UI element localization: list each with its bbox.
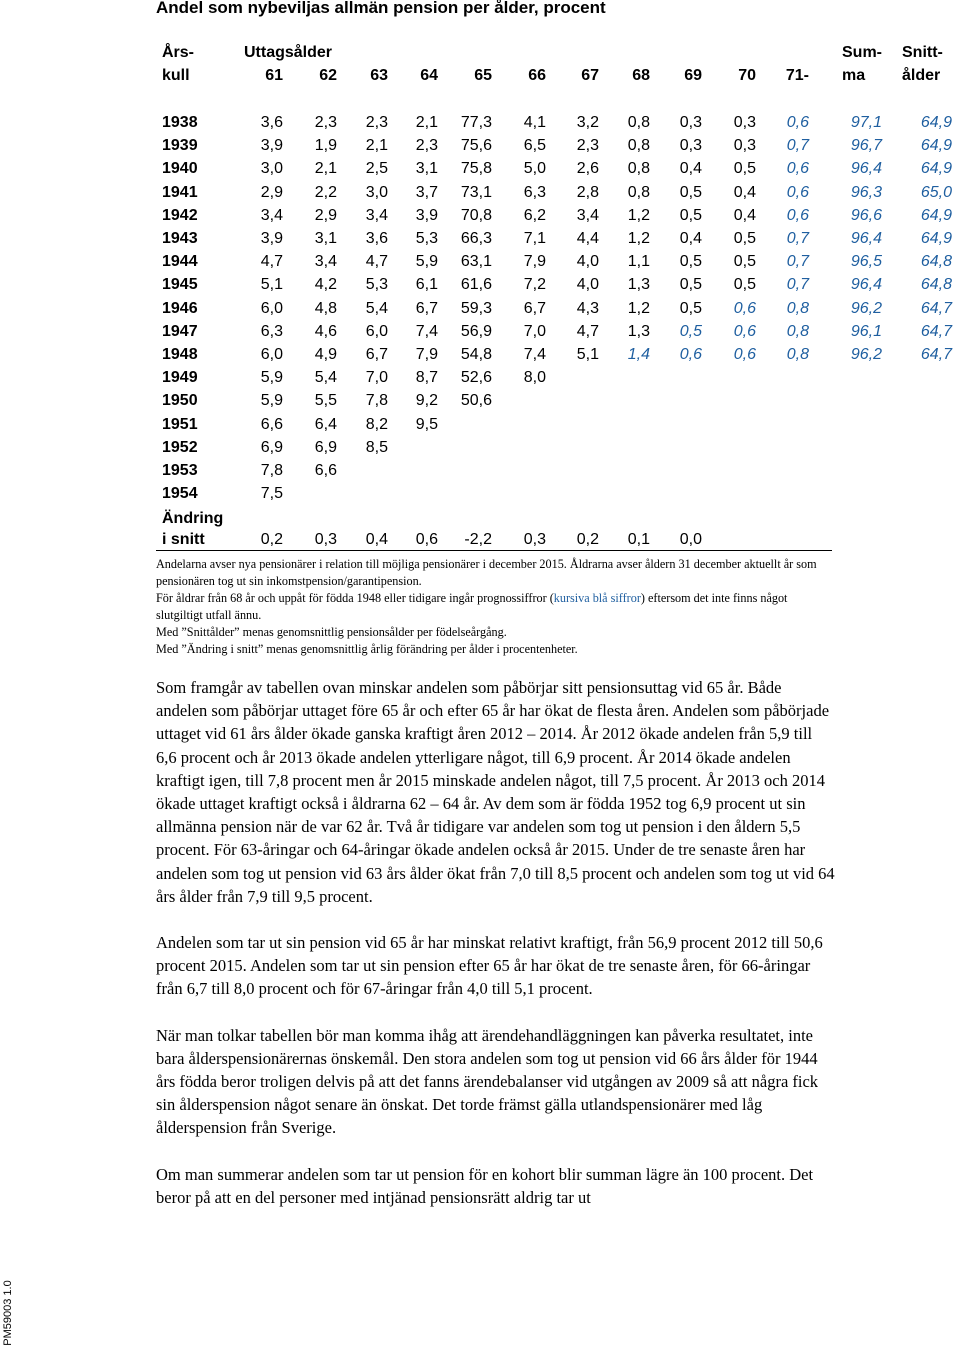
note-line-3: Med ”Snittålder” menas genomsnittlig pensionsålder per födelseårgång. [156,625,507,639]
table-cell: 0,6 [786,183,809,201]
table-cell: 0,5 [733,276,756,294]
table-cell: 96,2 [850,346,882,363]
row-label: 1954 [162,485,198,503]
table-cell: 2,1 [314,160,337,178]
table-cell: 0,8 [786,299,809,317]
table-cell: 4,7 [576,322,599,340]
table-cell: 2,8 [576,183,599,201]
table-cell: 8,5 [365,438,388,456]
table-cell: 6,5 [523,137,546,155]
table-cell: 4,9 [314,346,337,363]
table-cell: 96,4 [850,276,882,294]
paragraph-4: Om man summerar andelen som tar ut pension för en kohort blir summan lägre än 100 procent. Det beror på att en del personer med intjänad pensionsrätt aldrig tar ut [156,1164,814,1207]
table-cell: 5,9 [260,392,283,410]
table-cell: 96,1 [850,322,882,340]
table-cell: 1,2 [627,230,650,247]
table-cell: 64,9 [920,206,952,224]
table-cell: 64,9 [920,114,952,131]
table-cell: 0,7 [786,253,809,271]
row-label: 1951 [162,415,198,433]
table-cell: 3,2 [576,114,599,131]
row-label: 1945 [162,276,198,294]
header-arskull-top: Års- [162,44,195,61]
header-uttagsalder: Uttagsålder [244,44,333,61]
table-cell: 0,5 [679,276,702,294]
table-cell: 7,2 [523,276,546,294]
table-cell: 75,8 [460,160,492,178]
header-age-4: 65 [474,67,492,84]
table-cell: 1,1 [627,253,650,271]
table-cell: 9,5 [415,415,438,433]
change-cell: 0,2 [260,531,283,548]
table-cell: 3,9 [260,230,283,247]
document-code-label: PM59003 1.0 [2,1280,14,1346]
change-cell: 0,6 [415,531,438,548]
table-cell: 5,5 [314,392,337,410]
row-label: 1953 [162,462,198,479]
table-notes [156,556,836,658]
table-cell: 4,4 [576,230,599,247]
table-cell: 52,6 [460,369,492,387]
row-label: 1940 [162,160,198,178]
change-label-top: Ändring [162,510,224,527]
table-cell: 0,5 [679,322,702,340]
row-label: 1944 [162,253,198,271]
table-cell: 0,5 [679,253,702,271]
table-cell: 8,0 [523,369,546,387]
header-age-6: 67 [581,67,599,84]
table-cell: 0,3 [679,114,702,131]
table-cell: 96,4 [850,230,882,247]
table-cell: 8,7 [415,369,438,387]
table-cell: 8,2 [365,415,388,433]
change-cell: -2,2 [464,531,492,548]
table-cell: 6,9 [260,438,283,456]
table-cell: 63,1 [460,253,492,271]
table-cell: 2,5 [365,160,388,178]
document-code [0,1280,16,1350]
table-cell: 7,8 [260,462,283,479]
table-cell: 0,7 [786,137,809,155]
row-label: 1943 [162,230,198,247]
row-label: 1947 [162,322,198,340]
table-cell: 6,6 [314,462,337,479]
table-cell: 75,6 [460,137,492,155]
table-cell: 5,3 [415,230,438,247]
table-cell: 0,5 [679,183,702,201]
table-cell: 4,6 [314,322,337,340]
table-cell: 0,3 [733,114,756,131]
table-cell: 0,4 [733,183,756,201]
table-cell: 2,3 [576,137,599,155]
table-cell: 5,1 [576,346,599,363]
row-label: 1950 [162,392,198,410]
header-age-2: 63 [370,67,388,84]
table-cell: 5,9 [415,253,438,271]
table-cell: 96,6 [850,206,882,224]
table-cell: 64,8 [920,253,952,271]
table-cell: 0,6 [786,206,809,224]
table-cell: 1,9 [314,137,337,155]
table-cell: 4,8 [314,299,337,317]
table-cell: 5,4 [314,369,337,387]
table-cell: 3,4 [576,206,599,224]
table-cell: 0,6 [679,346,702,363]
paragraph-2: Andelen som tar ut sin pension vid 65 år har minskat relativt kraftigt, från 56,9 procent 2012 till 50,6 procent 2015. Andelen som tar ut sin pension efter 65 år har ökat de tre senaste åren, för 66-åringar från 6,7 till 8,0 procent och för 67-åringar från 4,0 till 5,1 procent. [156,933,823,999]
table-cell: 50,6 [460,392,492,410]
row-label: 1939 [162,137,198,155]
table-cell: 66,3 [460,230,492,247]
table-cell: 2,3 [415,137,438,155]
table-cell: 4,1 [523,114,546,131]
table-cell: 2,9 [260,183,283,201]
table-cell: 6,3 [260,322,283,340]
table-cell: 0,8 [627,183,650,201]
change-cell: 0,3 [523,531,546,548]
note-line-2: För åldrar från 68 år och uppåt för födda 1948 eller tidigare ingår prognossiffror (kursiva blå siffror) eftersom det inte finns något slutgiltigt utfall ännu. [156,591,788,622]
table-cell: 2,1 [415,114,438,131]
table-cell: 96,2 [850,299,882,317]
table-cell: 54,8 [460,346,492,363]
table-cell: 5,3 [365,276,388,294]
table-cell: 97,1 [850,114,882,131]
table-cell: 0,8 [627,114,650,131]
table-cell: 7,9 [415,346,438,363]
table-cell: 0,6 [786,114,809,131]
note-line-4: Med ”Ändring i snitt” menas genomsnittlig årlig förändring per ålder i procentenheter. [156,642,578,656]
header-age-7: 68 [632,67,650,84]
table-cell: 0,4 [733,206,756,224]
table-cell: 0,5 [733,160,756,178]
header-age-5: 66 [528,67,546,84]
table-cell: 1,4 [627,346,650,363]
table-cell: 3,6 [365,230,388,247]
table-cell: 64,9 [920,160,952,178]
row-label: 1942 [162,206,198,224]
table-cell: 0,3 [733,137,756,155]
table-cell: 7,4 [415,322,438,340]
table-cell: 3,0 [365,183,388,201]
table-cell: 61,6 [460,276,492,294]
change-cell: 0,1 [627,531,650,548]
table-divider [156,550,832,551]
table-cell: 64,9 [920,230,952,247]
change-cell: 0,2 [576,531,599,548]
table-cell: 4,7 [365,253,388,271]
table-cell: 0,5 [679,299,702,317]
header-summa-bottom: ma [842,67,866,84]
table-cell: 0,8 [786,346,809,363]
table-cell: 0,3 [679,137,702,155]
table-cell: 6,7 [523,299,546,317]
table-cell: 96,5 [850,253,882,271]
table-cell: 1,3 [627,322,650,340]
header-age-1: 62 [319,67,337,84]
table-cell: 2,2 [314,183,337,201]
table-cell: 0,6 [733,322,756,340]
header-arskull-bottom: kull [162,67,190,84]
body-text [156,676,836,1232]
header-snitt-bottom: ålder [902,67,941,84]
table-cell: 6,6 [260,415,283,433]
table-cell: 0,8 [627,137,650,155]
note-blue-text: kursiva blå siffror [553,591,641,605]
row-label: 1941 [162,183,198,201]
table-cell: 2,9 [314,206,337,224]
table-cell: 6,9 [314,438,337,456]
table-cell: 7,4 [523,346,546,363]
table-cell: 0,5 [733,253,756,271]
header-age-8: 69 [684,67,702,84]
table-cell: 5,1 [260,276,283,294]
table-cell: 2,6 [576,160,599,178]
table-cell: 0,4 [679,160,702,178]
paragraph-1: Som framgår av tabellen ovan minskar andelen som påbörjar sitt pensionsuttag vid 65 år. Både andelen som påbörjar uttaget före 65 år och efter 65 år har ökat de flesta åren. Andelen som påbörjade uttaget vid 61 års ålder ökade ganska kraftigt åren 2012 – 2014. År 2012 ökade andelen från 5,9 till 6,6 procent och år 2013 ökade andelen ytterligare något, till 6,9 procent. År 2014 ökade andelen kraftigt igen, till 7,8 procent men år 2015 minskade andelen något, till 7,5 procent. År 2013 och 2014 ökade uttaget kraftigt också i åldrarna 62 – 64 år. Av dem som är födda 1952 tog 6,9 procent ut sin allmänna pension när de var 62 år. Två år tidigare var andelen som tog ut pension i den åldern 5,5 procent. För 63-åringar och 64-åringar ökade andelen också år 2015. Under de tre senaste åren har andelen som tog ut pension vid 63 års ålder ökat från 7,0 till 8,5 procent och andelen som tog ut vid 64 års ålder från 7,9 till 9,5 procent. [156,678,835,906]
table-cell: 0,8 [786,322,809,340]
table-cell: 6,1 [415,276,438,294]
table-cell: 96,4 [850,160,882,178]
table-cell: 5,4 [365,299,388,317]
header-snitt-top: Snitt- [902,44,943,61]
table-cell: 6,2 [523,206,546,224]
table-cell: 6,0 [260,299,283,317]
table-cell: 2,3 [365,114,388,131]
table-cell: 0,7 [786,230,809,247]
table-cell: 0,5 [733,230,756,247]
row-label: 1952 [162,438,198,456]
row-label: 1946 [162,299,198,317]
table-cell: 0,6 [733,299,756,317]
header-age-0: 61 [265,67,283,84]
table-cell: 5,9 [260,369,283,387]
table-cell: 7,0 [523,322,546,340]
table-cell: 96,7 [850,137,882,155]
table-cell: 1,2 [627,206,650,224]
table-cell: 70,8 [460,206,492,224]
table-cell: 3,9 [415,206,438,224]
change-cell: 0,0 [679,531,702,548]
table-cell: 64,7 [920,299,952,317]
table-cell: 4,7 [260,253,283,271]
table-cell: 2,3 [314,114,337,131]
table-cell: 64,7 [920,346,952,363]
table-cell: 6,3 [523,183,546,201]
table-cell: 3,1 [415,160,438,178]
table-cell: 7,8 [365,392,388,410]
row-label: 1949 [162,369,198,387]
table-cell: 64,9 [920,137,952,155]
paragraph-3: När man tolkar tabellen bör man komma ihåg att ärendehandläggningen kan påverka resultatet, inte bara ålderspensionärernas önskemål. Den stora andelen som tog ut pension vid 66 års ålder för 1944 års födda beror troligen delvis på att det fanns ärendebalanser vid utgången av 2009 så att några fick sin ålderspension något senare än önskat. Det torde främst gälla utlandspensionärer med låg ålderspension från Sverige. [156,1025,819,1138]
table-cell: 4,0 [576,253,599,271]
table-cell: 6,4 [314,415,337,433]
table-cell: 0,4 [679,230,702,247]
table-cell: 5,0 [523,160,546,178]
table-cell: 0,7 [786,276,809,294]
table-cell: 4,2 [314,276,337,294]
table-cell: 7,1 [523,230,546,247]
table-title: Andel som nybeviljas allmän pension per ålder, procent [156,0,606,17]
table-cell: 3,4 [260,206,283,224]
table-cell: 96,3 [850,183,882,201]
table-cell: 6,7 [415,299,438,317]
change-cell: 0,3 [314,531,337,548]
table-cell: 3,1 [314,230,337,247]
table-cell: 2,1 [365,137,388,155]
header-summa-top: Sum- [842,44,882,61]
change-cell: 0,4 [365,531,388,548]
table-cell: 3,6 [260,114,283,131]
table-cell: 64,8 [920,276,952,294]
table-cell: 0,6 [786,160,809,178]
change-label-bottom: i snitt [162,531,205,548]
table-cell: 7,0 [365,369,388,387]
note-line-1: Andelarna avser nya pensionärer i relation till möjliga pensionärer i december 2015. Åldrarna avser åldern 31 december aktuellt år som pensionären tog ut sin inkomstpension/garantipension. [156,557,817,588]
table-cell: 0,6 [733,346,756,363]
header-age-10: 71- [785,67,809,84]
table-cell: 1,2 [627,299,650,317]
row-label: 1938 [162,114,198,131]
table-cell: 3,4 [365,206,388,224]
table-cell: 6,0 [260,346,283,363]
table-cell: 3,0 [260,160,283,178]
table-cell: 3,4 [314,253,337,271]
table-cell: 6,7 [365,346,388,363]
table-cell: 9,2 [415,392,438,410]
table-cell: 3,7 [415,183,438,201]
header-age-9: 70 [738,67,756,84]
table-cell: 73,1 [460,183,492,201]
table-cell: 4,0 [576,276,599,294]
row-label: 1948 [162,346,198,363]
table-cell: 6,0 [365,322,388,340]
header-age-3: 64 [420,67,438,84]
table-cell: 59,3 [460,299,492,317]
table-cell: 4,3 [576,299,599,317]
table-cell: 7,9 [523,253,546,271]
table-cell: 3,9 [260,137,283,155]
table-cell: 65,0 [920,183,952,201]
table-cell: 0,8 [627,160,650,178]
table-cell: 1,3 [627,276,650,294]
table-cell: 56,9 [460,322,492,340]
table-cell: 77,3 [460,114,492,131]
table-cell: 0,5 [679,206,702,224]
table-cell: 64,7 [920,322,952,340]
table-cell: 7,5 [260,485,283,503]
